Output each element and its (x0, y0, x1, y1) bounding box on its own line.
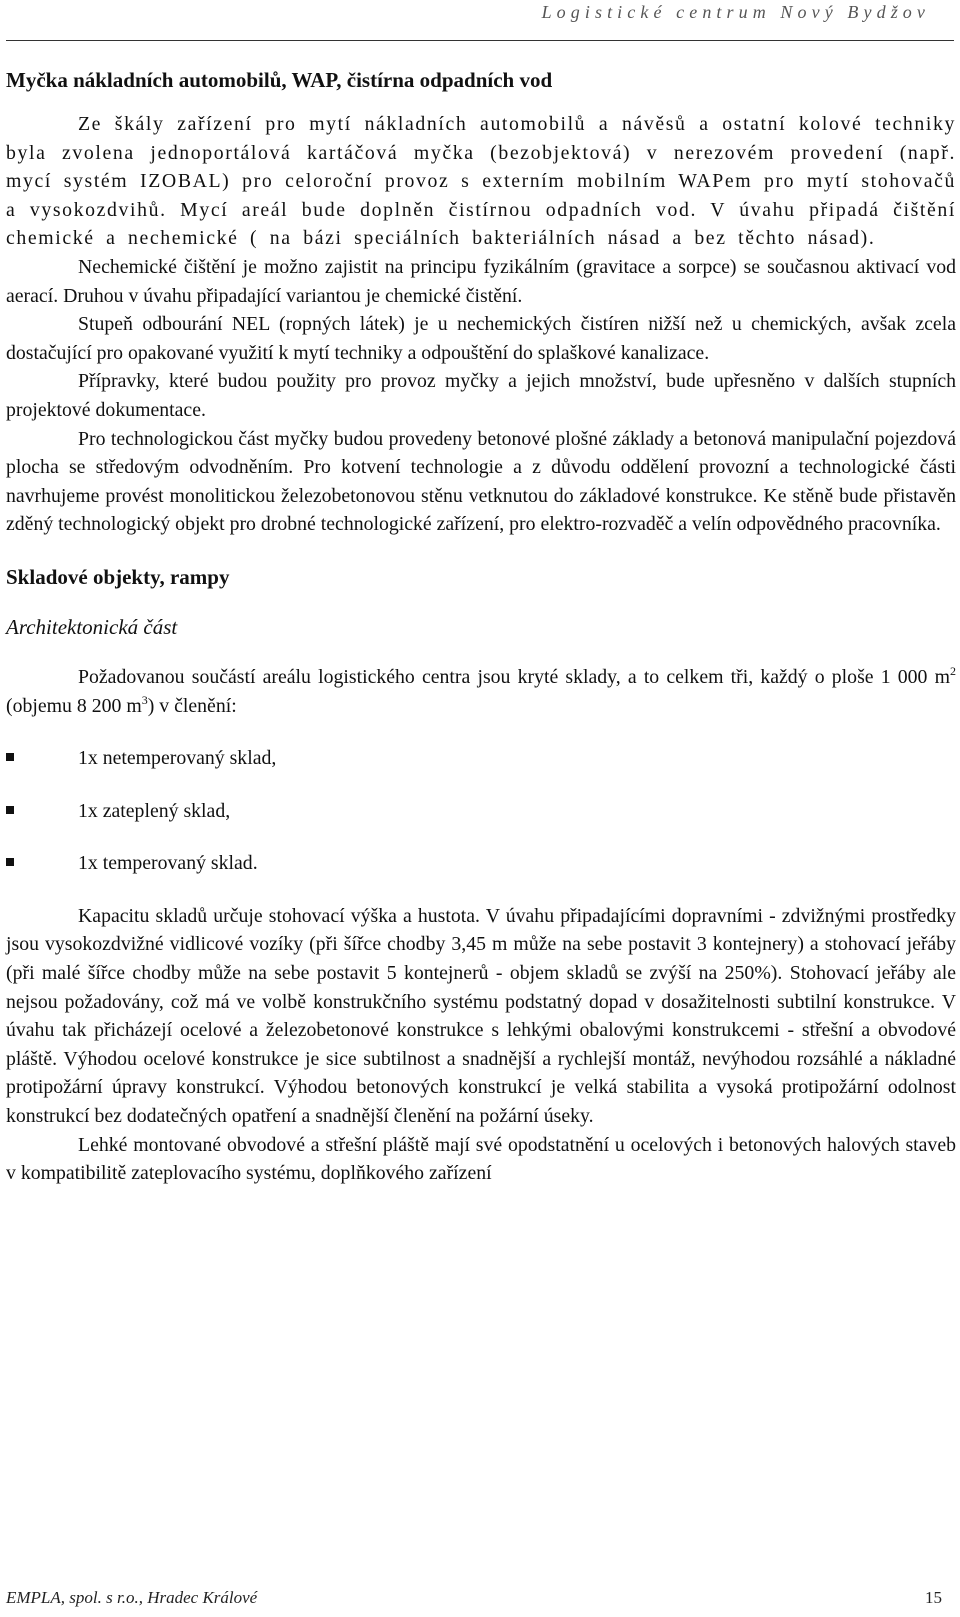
intro-text-a: Požadovanou součástí areálu logistického centra jsou kryté sklady, a to celkem tři, každý o ploše 1 000 m (78, 665, 950, 688)
superscript-3: 3 (141, 692, 148, 707)
list-item-text: 1x netemperovaný sklad, (78, 747, 277, 770)
paragraph: Nechemické čištění je možno zajistit na principu fyzikálním (gravitace a sorpce) se současnou aktivací vod aerací. Druhou v úvahu připadající variantou je chemické čistění. (6, 255, 956, 307)
running-header: Logistické centrum Nový Bydžov (541, 2, 930, 22)
list-item (6, 744, 956, 773)
paragraph: Kapacitu skladů určuje stohovací výška a hustota. V úvahu připadajícími dopravními - zdvižnými prostředky jsou vysokozdvižné vidlicové vozíky (při šířce chodby 3,45 m může na sebe postavit 3 kontejnery) a stohovací jeřáby (při malé šířce chodby může na sebe postavit 5 kontejnerů - objem skladů se zvýší na 250%). Stohovací jeřáby ale nejsou požadovány, což má ve volbě konstrukčního systému podstatný dopad v dosažitelnosti subtilní konstrukce. V úvahu tak přicházejí ocelové a železobetonové konstrukce s lehkými obalovými konstrukcemi - střešní a obvodové pláště. Výhodou ocelové konstrukce je sice subtilnost a snadnější a rychlejší montáž, nevýhodou rozsáhlé a nákladné protipožární úpravy konstrukcí. Výhodou betonových konstrukcí je velká stabilita a vysoká protipožární odolnost konstrukcí bez dodatečných opatření a snadnější členění na požární úseky. (6, 904, 956, 1128)
list-item (6, 849, 956, 878)
square-bullet-icon (6, 753, 14, 761)
section-heading-wash: Myčka nákladních automobilů, WAP, čistírna odpadních vod (6, 68, 553, 92)
header-rule (6, 40, 954, 41)
paragraph: Přípravky, které budou použity pro provoz myčky a jejich množství, bude upřesněno v dalších stupních projektové dokumentace. (6, 370, 956, 421)
subsection-heading: Architektonická část (6, 614, 178, 639)
paragraph: Ze škály zařízení pro mytí nákladních automobilů a návěsů a ostatní kolové techniky byla zvolena jednoportálová kartáčová myčka (bezobjektová) v nerezovém provedení (např. mycí systém IZOBAL) pro celoroční provoz s externím mobilním WAPem pro mytí stohovačů a vysokozdvihů. Mycí areál bude doplněn čistírnou odpadních vod. V úvahu připadá čištění chemické a nechemické ( na bázi speciálních bakteriálních násad a bez těchto násad). (6, 113, 956, 250)
list-item-text: 1x zateplený sklad, (78, 799, 231, 822)
list-item (6, 797, 956, 826)
paragraph: Stupeň odbourání NEL (ropných látek) je u nechemických čistíren nižší než u chemických, avšak zcela dostačující pro opakované využití k mytí techniky a odpouštění do splaškové kanalizace. (6, 313, 956, 364)
square-bullet-icon (6, 858, 14, 866)
intro-text-c: ) v členění: (147, 694, 237, 717)
paragraph: Lehké montované obvodové a střešní pláště mají své opodstatnění u ocelových i betonových halových staveb v kompatibilitě zateplovacího systému, doplňkového zařízení (6, 1133, 956, 1185)
intro-text-b: (objemu 8 200 m (6, 694, 142, 717)
square-bullet-icon (6, 806, 14, 814)
section-heading-storage: Skladové objekty, rampy (6, 564, 230, 589)
superscript-2: 2 (950, 663, 956, 678)
page-number: 15 (925, 1588, 942, 1607)
page-content (6, 66, 956, 1188)
storage-list (6, 744, 956, 878)
paragraph: Pro technologickou část myčky budou provedeny betonové plošné základy a betonová manipulační pojezdová plocha se středovým odvodněním. Pro kotvení technologie a z důvodu oddělení provozní a technologické části navrhujeme provést monolitickou železobetonovou stěnu vetknutou do základové konstrukce. Ke stěně bude přistavěn zděný technologický objekt pro drobné technologické zařízení, pro elektro-rozvaděč a velín odpovědného pracovníka. (6, 427, 956, 536)
footer-company: EMPLA, spol. s r.o., Hradec Králové (6, 1588, 258, 1607)
list-item-text: 1x temperovaný sklad. (78, 852, 258, 875)
paragraph-intro (6, 663, 956, 720)
